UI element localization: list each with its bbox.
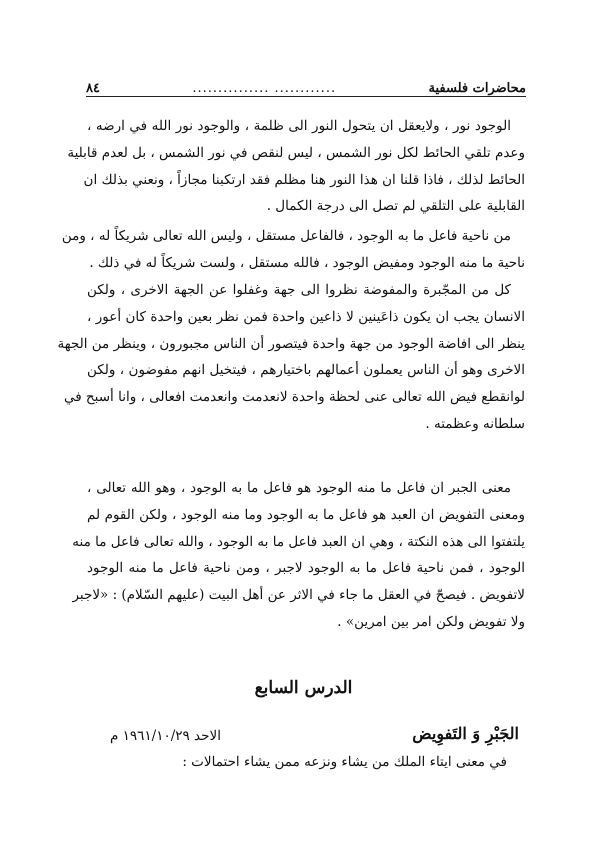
lesson-title: الجَبْرِ وَ التَفوِيض bbox=[412, 724, 519, 743]
running-header bbox=[86, 74, 526, 97]
text-line: ومعنى التفويض ان العبد هو فاعل ما به الوجود وما منه الوجود ، ولكن القوم لم bbox=[87, 506, 525, 523]
text-line: ينظر الى افاضة الوجود من جهة واحدة فيتصور أن الناس مجبورون ، وينظر من الجهة bbox=[57, 335, 525, 352]
text-line: وعدم تلقي الحائط لكل نور الشمس ، ليس لنقص في نور الشمس ، بل لعدم قابلية bbox=[67, 144, 525, 161]
lesson-date: الاحد ١٩٦١/١٠/٢٩ م bbox=[110, 728, 221, 744]
text-line: معنى الجبر ان فاعل ما منه الوجود هو فاعل ما به الوجود ، وهو الله تعالى ، bbox=[87, 480, 511, 496]
text-line: من ناحية فاعل ما به الوجود ، فالفاعل مستقل ، وليس الله تعالى شريكاً له ، ومن bbox=[61, 228, 511, 244]
header-dots: ............ ............... bbox=[192, 81, 337, 96]
text-line: ناحية ما منه الوجود ومفيض الوجود ، فالله مستقل ، ولست شريكاً له في ذلك . bbox=[89, 254, 525, 271]
text-line: القابلية على التلقي لم تصل الى درجة الكمال . bbox=[266, 198, 525, 215]
intro-line: في معنى ايتاء الملك من يشاء ونزعه ممن يشاء احتمالات : bbox=[182, 754, 507, 770]
text-line: الانسان يجب ان يكون ذاعَينين لا ذاعين واحدة فمن نظر بعين واحدة كان أعور ، bbox=[87, 308, 525, 325]
text-line: ولا تفويض ولكن امر بين امرين» . bbox=[337, 614, 525, 630]
text-line: لوانقطع فيض الله تعالى عنى لحظة واحدة لانعدمت وانعدمت افعالى ، وانا أسبح في bbox=[63, 389, 525, 406]
text-line: كل من المجّبرة والمفوضة نظروا الى جهة وغفلوا عن الجهة الاخرى ، ولكن bbox=[87, 282, 511, 298]
text-line: الوجود نور ، ولايعقل ان يتحول النور الى ظلمة ، والوجود نور الله في ارضه ، bbox=[87, 118, 511, 134]
book-title: محاضرات فلسفية bbox=[428, 81, 526, 96]
text-line: سلطانه وعظمته . bbox=[425, 416, 525, 432]
page-number: ٨٤ bbox=[86, 81, 100, 96]
text-line: الحائط لذلك ، فاذا قلنا ان هذا النور هنا مظلم فقد ارتكبنا مجازاً ، ونعني بذلك ان bbox=[83, 171, 525, 188]
text-line: يلتفتوا الى هذه النكتة ، وهي ان العبد فاعل ما به الوجود ، والله تعالى فاعل ما منه bbox=[72, 533, 525, 550]
text-line: لاتفويض . فيصحّ في العقل ما جاء في الاثر عن أهل البيت (عليهم السّلام) : «لاجبر bbox=[72, 587, 525, 604]
text-line: الاخرى وهو أن الناس يعملون أعمالهم باختيارهم ، فيتخيل انهم مفوضون ، ولكن bbox=[87, 362, 525, 379]
text-line: الوجود ، فمن ناحية فاعل ما به الوجود لاجبر ، ومن ناحية فاعل ما منه الوجود bbox=[87, 560, 525, 577]
lesson-heading: الدرس السابع bbox=[254, 678, 353, 698]
